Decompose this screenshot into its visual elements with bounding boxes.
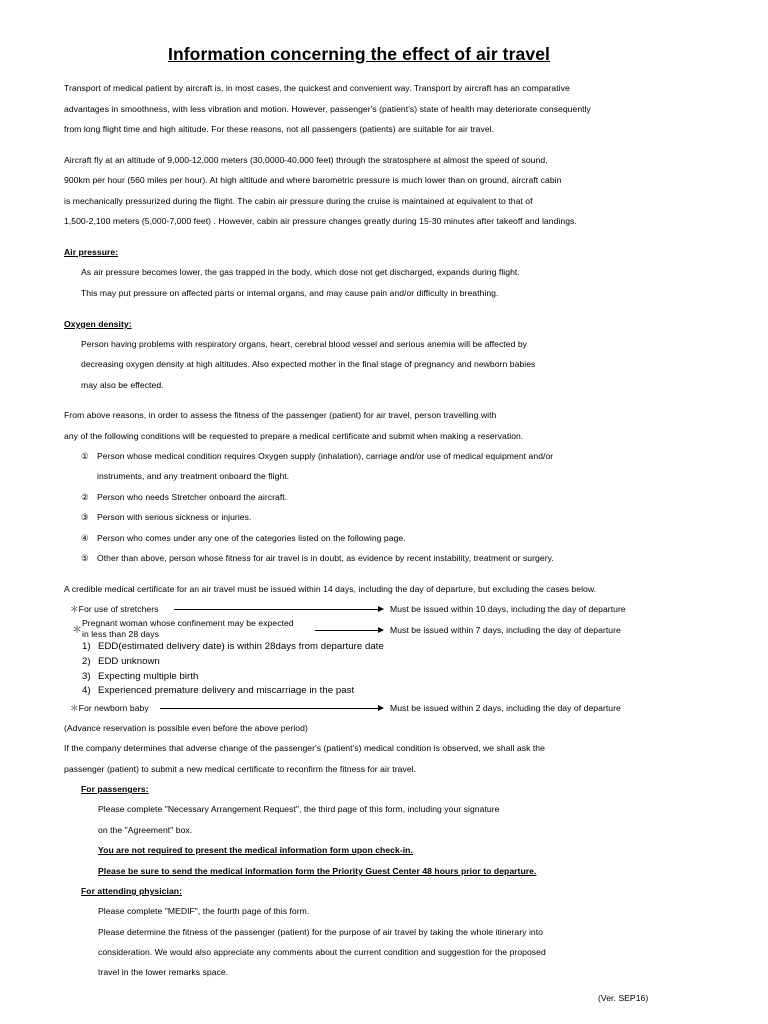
stretcher-case-rule: Must be issued within 10 days, including the day of departure [390,604,626,614]
condition-text: Person whose medical condition requires Oxygen supply (inhalation), carriage and/or use of medical equipment and/or [97,451,554,461]
air-pressure-line: This may put pressure on affected parts or internal organs, and may cause pain and/or difficulty in breathing. [81,288,499,298]
sub-item-text: EDD unknown [98,656,160,667]
condition-number: ④ [81,533,89,543]
intro-line: advantages in smoothness, with less vibration and motion. However, passenger's (patient's) state of health may deteriorate consequently [64,104,591,114]
sub-item-number: 3) [82,671,91,682]
page-title: Information concerning the effect of air travel [168,44,550,64]
condition-text: Person who comes under any one of the categories listed on the following page. [97,533,406,543]
oxygen-density-heading: Oxygen density: [64,319,132,329]
condition-number: ② [81,492,89,502]
pregnant-case-label: Pregnant woman whose confinement may be expected [82,618,294,628]
newborn-case-rule: Must be issued within 2 days, including the day of departure [390,703,621,713]
assessment-line: From above reasons, in order to assess the fitness of the passenger (patient) for air travel, person travelling with [64,410,497,420]
condition-number: ① [81,451,89,461]
intro-line: from long flight time and high altitude. For these reasons, not all passengers (patients) are suitable for air travel. [64,124,495,134]
for-passengers-heading: For passengers: [81,784,149,794]
condition-number: ③ [81,512,89,522]
altitude-line: 1,500-2,100 meters (5,000-7,000 feet) . However, cabin air pressure changes greatly during 15-30 minutes after takeoff and landings. [64,216,577,226]
altitude-line: 900km per hour (560 miles per hour). At high altitude and where barometric pressure is much lower than on ground, aircraft cabin [64,175,562,185]
condition-text: Person who needs Stretcher onboard the aircraft. [97,492,288,502]
for-passengers-line: Please complete "Necessary Arrangement Request", the third page of this form, including your signature [98,804,500,814]
arrow-line [315,630,378,631]
condition-text: Other than above, person whose fitness for air travel is in doubt, as evidence by recent instability, treatment or surgery. [97,553,554,563]
air-pressure-line: As air pressure becomes lower, the gas trapped in the body, which dose not get discharged, expands during flight. [81,267,520,277]
newborn-case-label: ＊For newborn baby [70,703,149,713]
condition-item [81,492,287,503]
oxygen-density-line: Person having problems with respiratory organs, heart, cerebral blood vessel and serious anemia will be affected by [81,339,528,349]
priority-guest-center-notice: Please be sure to send the medical information form the Priority Guest Center 48 hours prior to departure. [98,866,537,876]
arrow-head-icon [378,606,384,612]
pregnant-sub-item [82,641,384,652]
reconfirm-line: If the company determines that adverse change of the passenger's (patient's) medical condition is observed, we shall ask the [64,743,545,753]
pregnant-case-rule: Must be issued within 7 days, including the day of departure [390,625,621,635]
pregnant-sub-item [82,685,354,696]
stretcher-case-label: ＊For use of stretchers [70,604,159,614]
air-pressure-heading: Air pressure: [64,247,119,257]
advance-note: (Advance reservation is possible even before the above period) [64,723,308,733]
sub-item-number: 2) [82,656,91,667]
oxygen-density-line: may also be effected. [81,380,164,390]
condition-item [81,533,406,544]
for-physician-line: travel in the lower remarks space. [98,967,229,977]
check-in-notice: You are not required to present the medical information form upon check-in. [98,845,413,855]
for-passengers-line: on the "Agreement" box. [98,825,193,835]
condition-item [81,553,554,564]
for-physician-line: Please determine the fitness of the passenger (patient) for the purpose of air travel by taking the whole itinerary into [98,927,544,937]
arrow-line [160,708,378,709]
for-physician-line: consideration. We would also appreciate any comments about the current condition and suggestion for the proposed [98,947,546,957]
arrow-head-icon [378,627,384,633]
arrow-head-icon [378,705,384,711]
assessment-line: any of the following conditions will be requested to prepare a medical certificate and submit when making a reservation. [64,431,524,441]
sub-item-text: Expecting multiple birth [98,671,199,682]
sub-item-number: 1) [82,641,91,652]
sub-item-text: EDD(estimated delivery date) is within 28days from departure date [98,641,384,652]
condition-item [81,451,553,462]
condition-item [81,512,251,523]
altitude-line: is mechanically pressurized during the flight. The cabin air pressure during the cruise is maintained at equivalent to that of [64,196,533,206]
condition-text: Person with serious sickness or injuries. [97,512,252,522]
condition-continuation: instruments, and any treatment onboard the flight. [97,471,290,481]
reconfirm-line: passenger (patient) to submit a new medical certificate to reconfirm the fitness for air travel. [64,764,417,774]
condition-number: ⑤ [81,553,89,563]
pregnant-sub-item [82,671,198,682]
for-physician-heading: For attending physician: [81,886,182,896]
for-physician-line: Please complete "MEDIF", the fourth page of this form. [98,906,310,916]
certificate-intro: A credible medical certificate for an air travel must be issued within 14 days, including the day of departure, but excluding the cases below. [64,584,597,594]
sub-item-number: 4) [82,685,91,696]
altitude-line: Aircraft fly at an altitude of 9,000-12,000 meters (30,0000-40,000 feet) through the stratosphere at almost the speed of sound, [64,155,548,165]
pregnant-case-label: in less than 28 days [82,629,159,639]
intro-line: Transport of medical patient by aircraft is, in most cases, the quickest and convenient way. Transport by aircraft has an comparative [64,83,570,93]
pregnant-sub-item [82,656,160,667]
sub-item-text: Experienced premature delivery and miscarriage in the past [98,685,355,696]
version-label: (Ver. SEP16) [598,993,649,1003]
oxygen-density-line: decreasing oxygen density at high altitudes. Also expected mother in the final stage of pregnancy and newborn babies [81,359,536,369]
asterisk-mark: ＊ [72,625,83,636]
arrow-line [174,609,378,610]
